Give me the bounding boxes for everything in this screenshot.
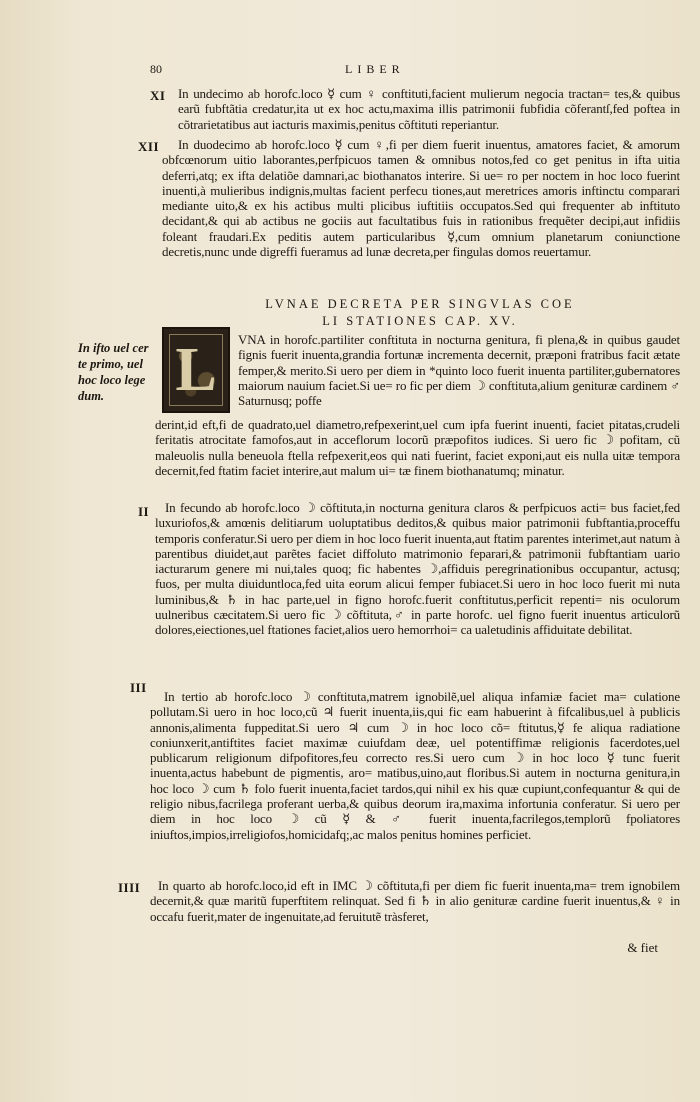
page-header [150,62,670,80]
section-xi-text: In undecimo ab horofc.loco ☿ cum ♀ conftituti,facient mulierum negocia tractan= tes,& quibus earũ fubftãtia credatur,ita ut ex hoc actu,maxima illis patrimonii fubfidia cõferantſ,fed poftea in cõtrarietatibus aut iacturis maximis,penitus cõftituti reperiantur. [178,86,680,132]
section-i-text: derint,id eft,fi de quadrato,uel diametro,refpexerint,uel cum ipfa fuerint inuenti, faciet pitatas,crudeli feritatis atrocitate famofos,aut in acceflorum locorũ præpofitos iudices. Si uero fic ☽ pofitam, cũ maleuolis nulla beneuola ftella refpexerit,eos qui nati fuerint, faciet exponi,aut eis nulla uitæ tempora decernit,fed ftatim faciet interire,aut malum ui= tæ finem biothanatumq; minatur. [155,417,680,478]
catchword: & fiet [627,940,658,955]
section-ii-text: In fecundo ab horofc.loco ☽ cõftituta,in nocturna genitura claros & perfpicuos acti= bus faciet,fed luxuriofos,& amœnis delitiarum uoluptatibus deditos,& quibus maior patrimonii fubftantia,proceffu temporis conferatur.Si uero per diem in hoc loco fuerit inuenta,aut ftatim parentes interimet,aut natum à parentibus diuidet,aut parẽtes faciet diffoluto matrimonio feparari,& patrimonii fubftantiam uario iacturarum genere mi nui,tales quoq; fic habentes ☽,affiduis peregrinationibus occupantur, actusq; fuos, per multa diuiduntloca,fed uita eorum alicui femper fubiacet.Si uero in hoc loco fuerit mi nuta luminibus,& ♄ in hac parte,uel in figno horofc.fuerit conftitutus,perficit repenti= nis oculorum uulneribus cæcitatem.Si uero fic ☽ cõftituta,♂ in parte horofc. uel figno fuerit inuentus articulorũ dolores,eiectiones,uel ftationes faciet,alios uero hemorrhoi= ca ualetudinis affiduitate debilitat. [155,500,680,638]
initial-letter: L [175,336,217,404]
section-numeral-iii: III [130,680,147,695]
chapter-heading-line2: LI STATIONES CAP. XV. [322,314,518,328]
section-i-opening: VNA in horofc.partiliter conftituta in nocturna genitura, fi plena,& in quibus gaudet fignis fuerit inuenta,grandia fortunæ incrementa decernit, præponi fratribus facit ætate femper,& merito.Si uero per diem in *quinto loco fuerit inuenta partiliter,gubernatores maiorum nauium faciet.Si ue= ro fic per diem ☽ conftituta,alium genituræ cardinem ♂ Saturnusq; poffe [238,332,680,409]
section-numeral-iiii: IIII [118,880,141,895]
margin-note: In ifto uel cer te primo, uel hoc loco lege dum. [78,341,149,403]
section-numeral-ii: II [138,504,150,519]
chapter-heading-line1: LVNAE DECRETA PER SINGVLAS COE [265,297,575,311]
section-numeral-xii: XII [138,139,160,154]
section-xii-text: In duodecimo ab horofc.loco ☿ cum ♀,fi per diem fuerit inuentus, amatores faciet, & amorum obfcœnorum uitio laborantes,perfpicuos tamen & omnibus notos,fed co get penitus in ifta uitia deferri,atq; ex ifta delatiõe damnari,ac biothanatos interire. Si ue= ro per noctem in hoc loco fuerint inuenti,à mulieribus indignis,multas facient perfecu tiones,aut meretrices amoris inftinctu comparari mediante uito,& ex his actibus multi plicibus iuftitiis occupatos.Sed qui frequenter ab inftituto decidant,& qui ab actibus ne gociis aut facultatibus fuis in rationibus frequẽter decipi,aut infidiis foleant fraudari.Ex peditis autem particularibus ☿,cum omnium planetarum coniunctione decretis,nunc unde digreffi fueramus ad lunæ decreta,per fingulas domos reuertamur. [162,137,680,260]
section-numeral-xi: XI [150,88,166,103]
section-iii-text: In tertio ab horofc.loco ☽ conftituta,matrem ignobilẽ,uel aliqua infamiæ faciet ma= culatione pollutam.Si uero in hoc loco,cũ ♃ fuerit inuenta,iis,qui fic eam habuerint à fifcalibus,uel à publicis annonis,alimenta fuppeditat.Si uero ♃ cum ☽ in hoc loco cõ= ftitutus,☿ fe aliqua radiatione coniunxerit,antiftites faciet maximæ cuiufdam deæ, uel potentiffimæ religionis facerdotes,uel publicarum religionum difpofitores,feu correcto res.Si uero cum ☽ in hoc loco ☿ tunc fuerit inuenta,actus habebunt de pigmentis, aro= matibus,uino,aut floribus.Si autem in nocturna genitura,in hoc loco ☽ cum ♄ folo fuerit inuenta,faciet tardos,qui nihil ex his quæ cupiunt,confequantur & qui de religio nibus,facrilega proferant uerba,& quibus deorum ira,maxima infortunia conferatur. Si uero per diem in hoc loco ☽ cũ ☿ & ♂ fuerit inuenta,facrilegos,templorũ fpoliatores iniuftos,impios,irreligiofos,homicidafq;,ac malos penitus homines perficiet. [150,689,680,842]
folio-number: 80 [150,62,162,76]
section-iiii-text: In quarto ab horofc.loco,id eft in IMC ☽ cõftituta,fi per diem fic fuerit inuenta,ma= trem ignobilem decernit,& quæ maritũ fuperftitem relinquat. Sed fi ♄ in alio genituræ cardine fuerit inuentus,& ♀ in occafu fuerit,mater de ingenuitate,ad feruitutẽ tràsferet, [150,878,680,924]
decorated-initial [162,327,230,413]
running-title: LIBER [345,62,405,76]
